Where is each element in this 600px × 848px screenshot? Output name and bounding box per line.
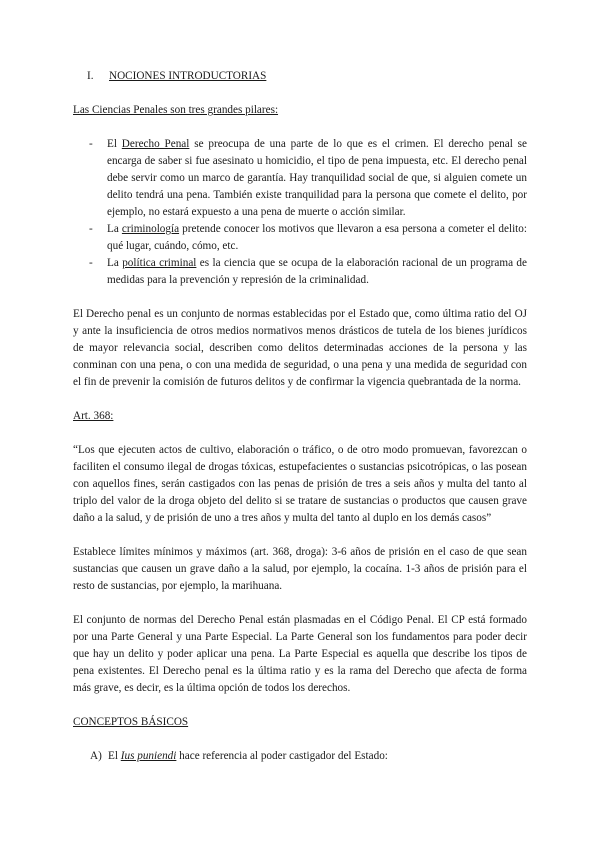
bullet-text: es la ciencia que se ocupa de la elaboración racional de un programa de medidas para la prevención y represión de la criminalidad.: [107, 257, 527, 286]
list-item-a: [90, 748, 527, 765]
section-title: NOCIONES INTRODUCTORIAS: [109, 70, 267, 82]
pillars-list: [73, 136, 527, 289]
section-heading: [87, 68, 527, 85]
paragraph-limites: Establece límites mínimos y máximos (art. 368, droga): 3-6 años de prisión en el caso de que sean sustancias que causen un grave daño a la salud, por ejemplo, la cocaína. 1-3 años de prisión para el resto de sustancias, por ejemplo, la marihuana.: [73, 546, 527, 592]
bullet-pre: La: [107, 257, 123, 269]
article-quote: “Los que ejecuten actos de cultivo, elaboración o tráfico, o de otro modo promuevan, favorezcan o faciliten el consumo ilegal de drogas tóxicas, estupefacientes o sustancias psicotrópicas, o las posean con aquellos fines, serán castigados con las penas de prisión de tres a seis años y multa del tanto al triplo del valor de la droga objeto del delito si se tratare de sustancias o productos que causen grave daño a la salud, y de prisión de uno a tres años y multa del tanto al duplo en los demás casos”: [73, 444, 527, 524]
paragraph-derecho-penal: El Derecho penal es un conjunto de normas establecidas por el Estado que, como última ratio del OJ y ante la insuficiencia de otros medios normativos menos drásticos de tutela de los bienes jurídicos de mayor relevancia social, describen como delitos determinadas acciones de la persona y las conminan con una pena, o con una medida de seguridad, o una pena y una medida de seguridad con el fin de prevenir la comisión de futuros delitos y de confirmar la vigencia quebrantada de la norma.: [73, 308, 527, 388]
concepts-heading: CONCEPTOS BÁSICOS: [73, 716, 189, 728]
list-item: [73, 255, 527, 289]
term-criminologia: criminología: [121, 223, 180, 235]
list-item: [73, 136, 527, 221]
term-derecho-penal: Derecho Penal: [121, 138, 190, 150]
item-marker: A): [90, 750, 102, 762]
article-label: Art. 368:: [73, 410, 114, 422]
bullet-text: se preocupa de una parte de lo que es el crimen. El derecho penal se encarga de saber si fue asesinato u homicidio, el tipo de pena impuesta, etc. El derecho penal debe servir como un marco de garantía. Hay tranquilidad social de que, si alguien comete un delito tendrá una pena. También existe tranquilidad para la persona que comete el delito, por ejemplo, no estará expuesto a una pena de muerte o acción similar.: [107, 138, 527, 218]
section-number: I.: [87, 70, 94, 82]
term-ius-puniendi: Ius puniendi: [120, 750, 177, 762]
paragraph-codigo-penal: El conjunto de normas del Derecho Penal están plasmadas en el Código Penal. El CP está formado por una Parte General y una Parte Especial. La Parte General son los fundamentos para poder decir que hay un delito y poder aplicar una pena. La Parte Especial es aquella que describe los tipos de pena existentes. El Derecho penal es la última ratio y es la rama del Derecho que afecta de forma más grave, es decir, es la última opción de todos los derechos.: [73, 614, 527, 694]
bullet-text: pretende conocer los motivos que llevaron a esa persona a cometer el delito: qué lugar, cuándo, cómo, etc.: [107, 223, 527, 252]
bullet-dash: -: [89, 138, 93, 150]
list-item: [73, 221, 527, 255]
pillars-intro: Las Ciencias Penales son tres grandes pilares:: [73, 104, 279, 116]
bullet-dash: -: [89, 223, 93, 235]
document-page: [73, 68, 527, 765]
bullet-pre: El: [107, 138, 122, 150]
item-pre: El: [108, 750, 121, 762]
bullet-pre: La: [107, 223, 122, 235]
item-text: hace referencia al poder castigador del Estado:: [176, 750, 388, 762]
bullet-dash: -: [89, 257, 93, 269]
term-politica-criminal: política criminal: [122, 257, 197, 269]
